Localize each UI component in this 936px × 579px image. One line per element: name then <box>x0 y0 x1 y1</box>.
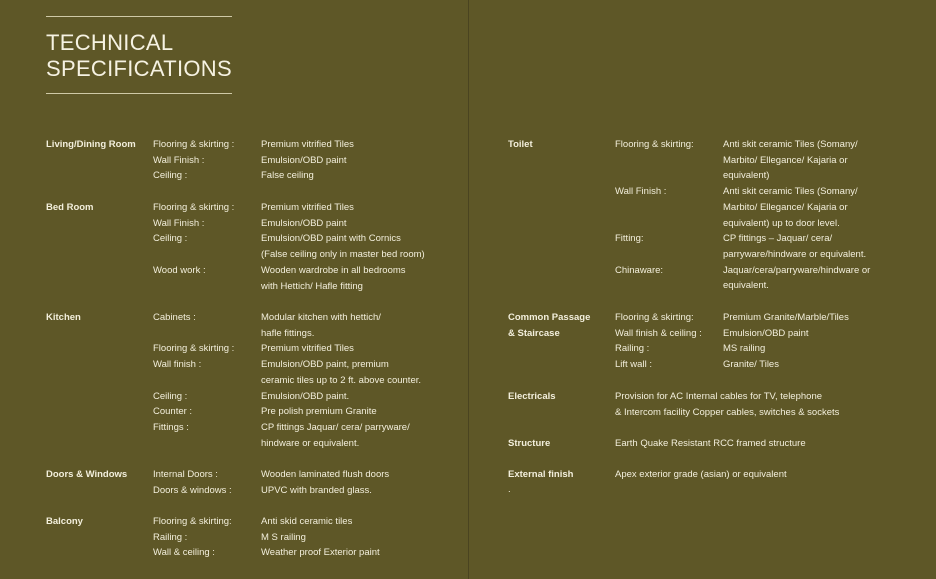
title-line-2: SPECIFICATIONS <box>46 56 232 81</box>
spec-label: Ceiling : <box>153 390 188 402</box>
spec-value: Wooden laminated flush doors <box>261 469 390 480</box>
spec-value: Jaquar/cera/parryware/hindware or equivalent. <box>723 264 871 292</box>
section-heading: Toilet <box>508 139 533 150</box>
spec-label: Wood work : <box>153 264 206 276</box>
spec-value: Emulsion/OBD paint <box>261 154 347 166</box>
spec-value: Wooden wardrobe in all bedrooms with Hettich/ Hafle fitting <box>261 264 406 292</box>
spec-label: Flooring & skirting: <box>153 516 232 527</box>
spec-value: Earth Quake Resistant RCC framed structure <box>615 438 806 449</box>
section-heading: External finish <box>508 469 574 480</box>
spec-label: Counter : <box>153 406 193 418</box>
spec-label: Doors & windows : <box>153 484 232 496</box>
spec-label: Flooring & skirting: <box>615 312 694 323</box>
spec-value: Provision for AC Internal cables for TV, telephone & Intercom facility Copper cables, switches & sockets <box>615 391 840 418</box>
spec-label: Wall & ceiling : <box>153 547 215 559</box>
page-spine <box>468 0 469 579</box>
spec-value: UPVC with branded glass. <box>261 484 372 496</box>
spec-label: Fittings : <box>153 421 189 433</box>
section-heading: Kitchen <box>46 312 81 323</box>
spec-value: Premium vitrified Tiles <box>261 202 354 213</box>
spec-value: CP fittings Jaquar/ cera/ parryware/ hindware or equivalent. <box>261 421 410 449</box>
spec-label: Cabinets : <box>153 312 196 323</box>
spec-label: Flooring & skirting : <box>153 139 235 150</box>
section-heading: Structure <box>508 438 551 449</box>
spec-value: M S railing <box>261 531 306 543</box>
spec-value: Granite/ Tiles <box>723 359 779 371</box>
spec-label: Fitting: <box>615 233 644 245</box>
spec-label: Wall Finish : <box>153 154 205 166</box>
spec-value: Modular kitchen with hettich/ hafle fittings. <box>261 312 381 339</box>
spec-label: Railing : <box>615 343 650 355</box>
section-heading: Balcony <box>46 516 83 527</box>
section-heading: Bed Room <box>46 202 94 213</box>
spec-label: Railing : <box>153 531 188 543</box>
spec-label: Chinaware: <box>615 264 664 276</box>
section-heading: Electricals <box>508 391 556 402</box>
section-heading: Living/Dining Room <box>46 139 136 150</box>
spec-value: CP fittings – Jaquar/ cera/ parryware/hindware or equivalent. <box>723 233 867 260</box>
section-heading: Doors & Windows <box>46 469 128 480</box>
title-rule-top <box>46 16 232 17</box>
spec-label: Flooring & skirting : <box>153 343 235 355</box>
page-title <box>46 30 232 82</box>
spec-label: Wall finish & ceiling : <box>615 327 702 339</box>
spec-value: Weather proof Exterior paint <box>261 547 380 559</box>
spec-label: Lift wall : <box>615 359 652 371</box>
spec-label: Internal Doors : <box>153 469 218 480</box>
spec-value: Apex exterior grade (asian) or equivalent <box>615 469 787 480</box>
spec-label: Ceiling : <box>153 170 188 182</box>
trailing-mark: . <box>508 484 511 495</box>
spec-value: Emulsion/OBD paint, premium ceramic tiles up to 2 ft. above counter. <box>261 359 422 386</box>
spec-value: Anti skit ceramic Tiles (Somany/ Marbito/ Ellegance/ Kajaria or equivalent) <box>723 139 858 182</box>
spec-label: Flooring & skirting: <box>615 139 694 150</box>
spec-label: Wall Finish : <box>615 186 667 198</box>
spec-label: Wall Finish : <box>153 217 205 229</box>
spec-value: Anti skid ceramic tiles <box>261 516 353 527</box>
spec-value: Premium Granite/Marble/Tiles <box>723 312 849 323</box>
section-heading: Common Passage & Staircase <box>508 312 591 339</box>
spec-value: Premium vitrified Tiles <box>261 343 354 355</box>
spec-value: Emulsion/OBD paint. <box>261 390 350 402</box>
spec-label: Ceiling : <box>153 233 188 245</box>
spec-value: Anti skit ceramic Tiles (Somany/ Marbito/ Ellegance/ Kajaria or equivalent) up to door level. <box>723 186 858 229</box>
spec-value: MS railing <box>723 343 766 355</box>
spec-value: Pre polish premium Granite <box>261 406 377 418</box>
title-rule-bottom <box>46 93 232 94</box>
title-line-1: TECHNICAL <box>46 30 174 55</box>
spec-value: False ceiling <box>261 170 314 182</box>
spec-value: Emulsion/OBD paint <box>723 327 809 339</box>
spec-value: Emulsion/OBD paint <box>261 217 347 229</box>
spec-value: Emulsion/OBD paint with Cornics (False ceiling only in master bed room) <box>261 233 425 261</box>
spec-label: Wall finish : <box>153 359 202 371</box>
spec-label: Flooring & skirting : <box>153 202 235 213</box>
spec-value: Premium vitrified Tiles <box>261 139 354 150</box>
